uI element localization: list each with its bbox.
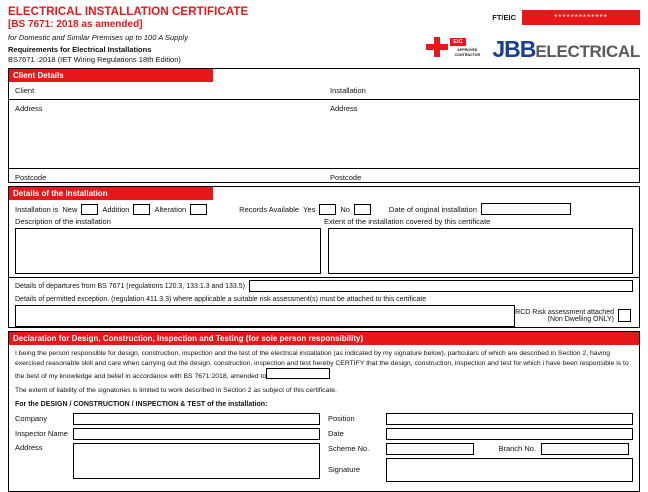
declaration-paragraph-1	[15, 349, 633, 382]
date-label: Date	[328, 428, 344, 438]
inspector-name-input[interactable]	[73, 428, 320, 440]
declaration-body	[9, 345, 639, 491]
signature-input[interactable]	[386, 458, 633, 482]
company-row	[15, 413, 320, 425]
departures-input[interactable]	[249, 280, 633, 292]
niceic-approved-contractor-icon	[426, 36, 486, 64]
address-input[interactable]	[73, 443, 320, 479]
installation-details-section	[8, 186, 640, 328]
document-title-line2: [BS 7671: 2018 as amended]	[8, 19, 143, 30]
client-label: Client	[15, 86, 35, 95]
installation-postcode-cell[interactable]	[324, 169, 639, 186]
fteic-value[interactable]: *************	[522, 10, 640, 25]
client-name-cell[interactable]	[9, 82, 324, 99]
document-title-line1: ELECTRICAL INSTALLATION CERTIFICATE	[8, 6, 249, 18]
date-row	[328, 428, 633, 440]
fteic-label: FT/EIC	[492, 13, 516, 22]
installation-address-label: Address	[330, 104, 358, 113]
document-subtitle-italic: for Domestic and Similar Premises up to 100 A Supply	[8, 33, 188, 42]
declaration-section	[8, 331, 640, 492]
date-original-label: Date of original installation	[388, 204, 477, 214]
addition-checkbox[interactable]	[133, 204, 150, 215]
client-details-section	[8, 68, 640, 183]
rcd-risk-assessment	[515, 309, 631, 323]
document-subtitle-standard: BS7671 :2018 (IET Wiring Regulations 18th Edition)	[8, 55, 181, 64]
client-address-label: Address	[15, 104, 43, 113]
declaration-fields	[15, 413, 633, 489]
position-label: Position	[328, 413, 355, 423]
fteic-field	[492, 10, 640, 25]
scheme-no-input[interactable]	[386, 443, 474, 455]
installation-details-header	[9, 187, 639, 200]
description-extent-inputs	[9, 226, 639, 277]
declaration-title: Declaration for Design, Construction, Inspection and Testing (for sole person responsibility)	[9, 332, 639, 345]
installation-details-title: Details of the Installation	[9, 187, 213, 200]
records-yes-label: Yes	[303, 204, 316, 214]
installation-postcode-label: Postcode	[330, 173, 362, 182]
declaration-right-fields	[328, 413, 633, 485]
client-details-title: Client Details	[9, 69, 213, 82]
records-no-checkbox[interactable]	[354, 204, 371, 215]
extent-label: Extent of the installation covered by this certificate	[324, 217, 491, 226]
addition-label: Addition	[102, 204, 130, 214]
document-subtitle-bold: Requirements for Electrical Installations	[8, 45, 152, 54]
declaration-header	[9, 332, 639, 345]
declaration-paragraph-2: The extent of liability of the signatories is limited to work described in Section 2 as subject of this certificate.	[15, 386, 337, 394]
position-input[interactable]	[386, 413, 633, 425]
rcd-checkbox[interactable]	[618, 309, 631, 322]
declaration-para1-text: I being the person responsible for design, construction, inspection and the test of the electrical installation (as indicated by my signature below), particulars of which are described in Section 2, having exercised reasonable skill and care when carrying out the design, construction, inspection and test hereby CERTIFY that the design, construction, inspection and test for which i have been responsible is to the best of my knowledge and belief in accordance with BS 7671:2018, amended to	[15, 350, 629, 380]
installation-address-cell[interactable]	[324, 100, 639, 168]
departures-label: Details of departures from BS 7671 (regulations 120.3, 133.1.3 and 133.5)	[15, 282, 245, 290]
address-label: Address	[15, 442, 43, 452]
brand-logos	[426, 36, 640, 64]
records-yes-checkbox[interactable]	[319, 204, 336, 215]
date-original-input[interactable]	[481, 203, 571, 215]
signature-row	[328, 458, 633, 482]
permitted-exception-input[interactable]	[15, 305, 515, 327]
rcd-line1: RCD Risk assessment attached	[515, 309, 614, 316]
new-checkbox[interactable]	[81, 204, 98, 215]
client-postcode-cell[interactable]	[9, 169, 324, 186]
departures-row	[9, 277, 639, 294]
declaration-left-fields	[15, 413, 320, 485]
alteration-label: Alteration	[154, 204, 187, 214]
jbb-logo	[492, 35, 640, 63]
position-row	[328, 413, 633, 425]
signature-label: Signature	[328, 464, 361, 474]
jbb-logo-main: JBB	[492, 35, 536, 62]
scheme-no-label: Scheme No.	[328, 443, 370, 453]
company-label: Company	[15, 413, 48, 423]
installation-name-cell[interactable]	[324, 82, 639, 99]
permitted-exception-label: Details of permitted exception. (regulation 411.3.3) where applicable a suitable risk assessment(s) must be attached to this certificate	[15, 296, 427, 303]
description-input[interactable]	[15, 228, 321, 274]
client-details-body	[9, 82, 639, 182]
inspector-name-row	[15, 428, 320, 440]
alteration-checkbox[interactable]	[190, 204, 207, 215]
client-details-header	[9, 69, 639, 82]
jbb-logo-sub: ELECTRICAL	[535, 41, 640, 61]
scheme-branch-row	[328, 443, 633, 455]
client-address-cell[interactable]	[9, 100, 324, 168]
company-input[interactable]	[73, 413, 320, 425]
niceic-tag-label: EIC	[450, 38, 466, 46]
installation-is-label: Installation is	[15, 204, 59, 214]
inspector-name-label: Inspector Name	[15, 428, 68, 438]
installation-label: Installation	[330, 86, 366, 95]
extent-input[interactable]	[328, 228, 634, 274]
branch-no-input[interactable]	[541, 443, 629, 455]
client-postcode-label: Postcode	[15, 173, 47, 182]
branch-no-label: Branch No.	[498, 443, 536, 453]
rcd-line2: (Non Dwelling ONLY)	[547, 316, 614, 323]
records-available-label: Records Available	[239, 204, 300, 214]
new-label: New	[62, 204, 78, 214]
amendment-input[interactable]	[266, 368, 330, 379]
records-no-label: No	[340, 204, 350, 214]
declaration-for-label: For the DESIGN / CONSTRUCTION / INSPECTION & TEST of the installation:	[15, 401, 268, 408]
niceic-approved-text: APPROVED CONTRACTOR	[454, 48, 481, 57]
address-row	[15, 443, 320, 479]
document-header	[8, 6, 640, 68]
description-extent-labels	[9, 217, 639, 226]
installation-type-row	[9, 200, 639, 217]
description-label: Description of the installation	[15, 217, 111, 226]
date-input[interactable]	[386, 428, 633, 440]
